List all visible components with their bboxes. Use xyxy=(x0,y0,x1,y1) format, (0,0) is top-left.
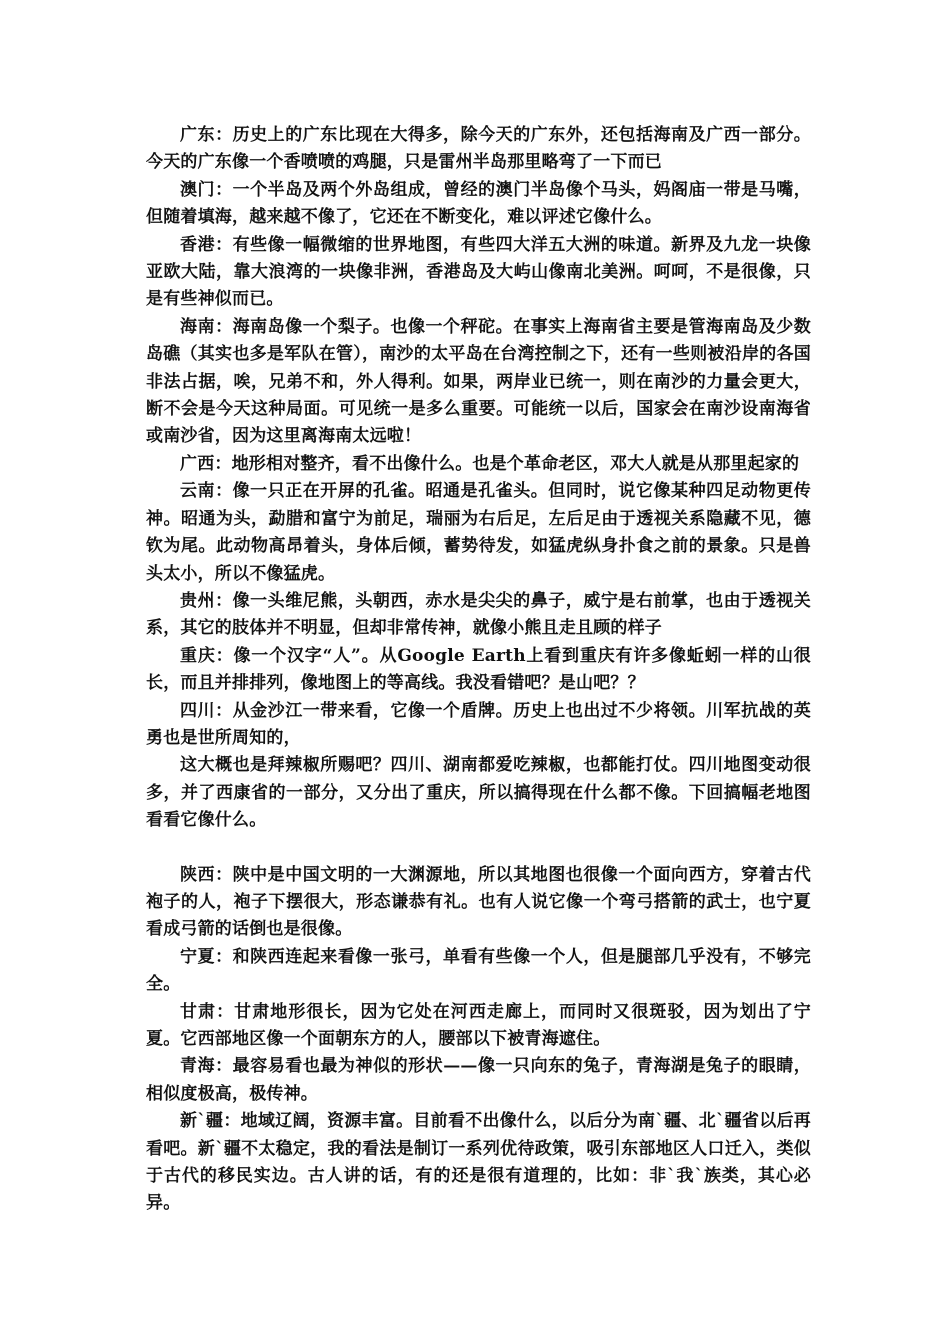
paragraph-yunnan: 云南：像一只正在开屏的孔雀。昭通是孔雀头。但同时，说它像某种四足动物更传神。昭通为头，勐腊和富宁为前足，瑞丽为右后足，左后足由于透视关系隐藏不见，德钦为尾。此动物高昂着头，身体后倾，蓄势待发，如猛虎纵身扑食之前的景象。只是兽头太小，所以不像猛虎。 xyxy=(146,481,811,584)
paragraph-guizhou: 贵州：像一头维尼熊，头朝西，赤水是尖尖的鼻子，威宁是右前掌，也由于透视关系，其它的肢体并不明显，但却非常传神，就像小熊且走且顾的样子 xyxy=(146,590,811,639)
paragraph-hainan: 海南：海南岛像一个梨子。也像一个秤砣。在事实上海南省主要是管海南岛及少数岛礁（其实也多是军队在管），南沙的太平岛在台湾控制之下，还有一些则被沿岸的各国非法占据，唉，兄弟不和，外人得利。如果，两岸业已统一，则在南沙的力量会更大，断不会是今天这种局面。可见统一是多么重要。可能统一以后，国家会在南沙设南海省或南沙省，因为这里离海南太远啦！ xyxy=(146,316,811,447)
paragraph-gap xyxy=(146,835,811,862)
paragraph-sichuan: 四川：从金沙江一带来看，它像一个盾牌。历史上也出过不少将领。川军抗战的英勇也是世所周知的， xyxy=(146,700,811,748)
paragraph-sichuan-continued: 这大概也是拜辣椒所赐吧？四川、湖南都爱吃辣椒，也都能打仗。四川地图变动很多，并了西康省的一部分，又分出了重庆，所以搞得现在什么都不像。下回搞幅老地图看看它像什么。 xyxy=(146,755,811,831)
paragraph-macau: 澳门：一个半岛及两个外岛组成，曾经的澳门半岛像个马头，妈阁庙一带是马嘴，但随着填海，越来越不像了，它还在不断变化，难以评述它像什么。 xyxy=(146,179,811,228)
paragraph-ningxia: 宁夏：和陕西连起来看像一张弓，单看有些像一个人，但是腿部几乎没有，不够完全。 xyxy=(146,946,811,995)
paragraph-qinghai: 青海：最容易看也最为神似的形状——像一只向东的兔子，青海湖是兔子的眼睛，相似度极高，极传神。 xyxy=(146,1056,811,1104)
paragraph-hongkong: 香港：有些像一幅微缩的世界地图，有些四大洋五大洲的味道。新界及九龙一块像亚欧大陆，靠大浪湾的一块像非洲，香港岛及大屿山像南北美洲。呵呵，不是很像，只是有些神似而已。 xyxy=(146,234,811,310)
paragraph-xinjiang: 新`疆：地域辽阔，资源丰富。目前看不出像什么，以后分为南`疆、北`疆省以后再看吧。新`疆不太稳定，我的看法是制订一系列优待政策，吸引东部地区人口迁入，类似于古代的移民实边。古人讲的话，有的还是很有道理的，比如：非`我`族类，其心必异。 xyxy=(146,1111,811,1214)
paragraph-guangdong: 广东：历史上的广东比现在大得多，除今天的广东外，还包括海南及广西一部分。今天的广东像一个香喷喷的鸡腿，只是雷州半岛那里略弯了一下而已 xyxy=(146,125,811,173)
paragraph-shaanxi: 陕西：陕中是中国文明的一大渊源地，所以其地图也很像一个面向西方，穿着古代袍子的人，袍子下摆很大，形态谦恭有礼。也有人说它像一个弯弓搭箭的武士，也宁夏看成弓箭的话倒也是很像。 xyxy=(146,864,811,940)
document-body xyxy=(146,122,811,1218)
paragraph-chongqing: 重庆：像一个汉字“人”。从Google Earth上看到重庆有许多像蚯蚓一样的山很长，而且并排排列，像地图上的等高线。我没看错吧？是山吧？？ xyxy=(146,645,811,694)
paragraph-guangxi: 广西：地形相对整齐，看不出像什么。也是个革命老区，邓大人就是从那里起家的 xyxy=(180,453,800,474)
paragraph-gansu: 甘肃：甘肃地形很长，因为它处在河西走廊上，而同时又很斑驳，因为划出了宁夏。它西部地区像一个面朝东方的人，腰部以下被青海遮住。 xyxy=(146,1001,811,1049)
